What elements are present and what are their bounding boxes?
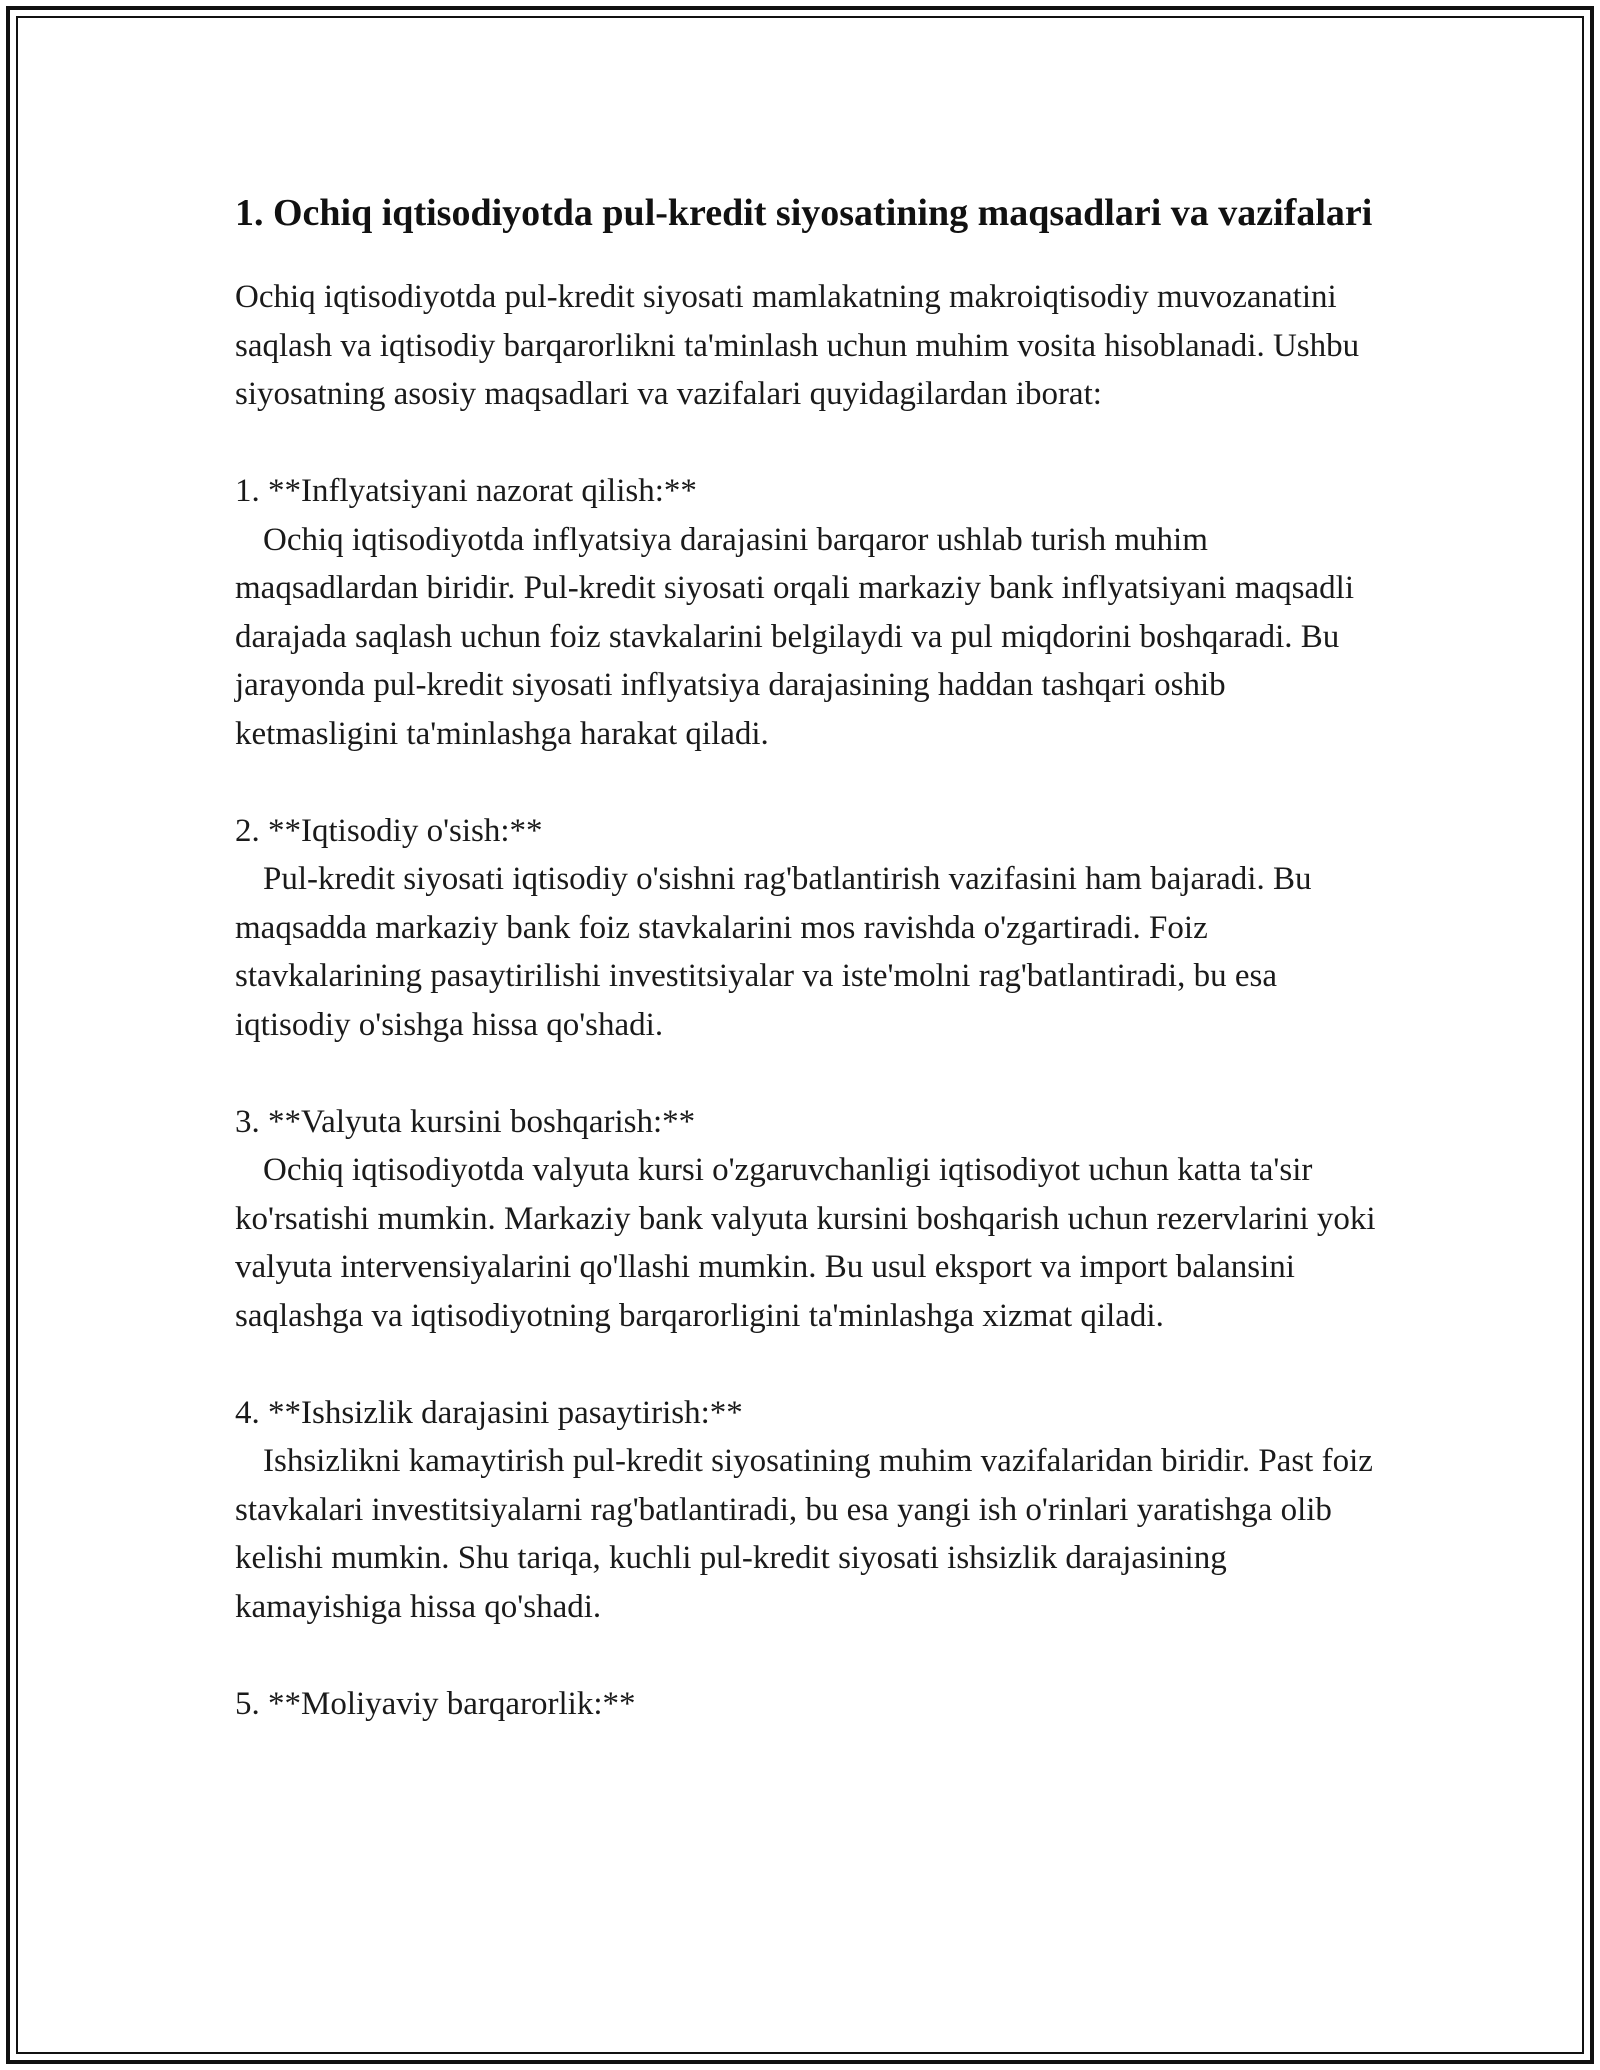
list-item-body: Pul-kredit siyosati iqtisodiy o'sishni rag'batlantirish vazifasini ham bajaradi. Bu maqsadda markaziy bank foiz stavkalarini mos ravishda o'zgartiradi. Foiz stavkalarining pasaytirilishi investitsiyalar va iste'molni rag'batlantiradi, bu esa iqtisodiy o'sishga hissa qo'shadi. (235, 861, 1320, 1043)
list-item-heading: 4. **Ishsizlik darajasini pasaytirish:** (235, 1394, 743, 1431)
list-item (235, 1389, 1385, 1632)
list-item (235, 467, 1385, 758)
list-item-heading: 5. **Moliyaviy barqarorlik:** (235, 1685, 636, 1722)
paragraph-spacer (235, 1340, 1385, 1389)
intro-paragraph: Ochiq iqtisodiyotda pul-kredit siyosati mamlakatning makroiqtisodiy muvozanatini saqlash va iqtisodiy barqarorlikni ta'minlash uchun muhim vosita hisoblanadi. Ushbu siyosatning asosiy maqsadlari va vazifalari quyidagilardan iborat: (235, 279, 1368, 412)
list-item (235, 1680, 1385, 1729)
paragraph-spacer (235, 1049, 1385, 1098)
document-title: 1. Ochiq iqtisodiyotda pul-kredit siyosatining maqsadlari va vazifalari (235, 192, 1373, 234)
list-item-body: Ochiq iqtisodiyotda inflyatsiya darajasini barqaror ushlab turish muhim maqsadlardan biridir. Pul-kredit siyosati orqali markaziy bank inflyatsiyani maqsadli darajada saqlash uchun foiz stavkalarini belgilaydi va pul miqdorini boshqaradi. Bu jarayonda pul-kredit siyosati inflyatsiya darajasining haddan tashqari oshib ketmasligini ta'minlashga harakat qiladi. (235, 521, 1363, 752)
paragraph-spacer (235, 758, 1385, 807)
list-item-heading: 2. **Iqtisodiy o'sish:** (235, 812, 543, 849)
list-item (235, 807, 1385, 1050)
list-item-heading: 3. **Valyuta kursini boshqarish:** (235, 1103, 696, 1140)
list-item (235, 1098, 1385, 1341)
paragraph-spacer (235, 419, 1385, 468)
list-item-body: Ishsizlikni kamaytirish pul-kredit siyosatining muhim vazifalaridan biridir. Past foiz stavkalari investitsiyalarni rag'batlantiradi, bu esa yangi ish o'rinlari yaratishga olib kelishi mumkin. Shu tariqa, kuchli pul-kredit siyosati ishsizlik darajasining kamayishiga hissa qo'shadi. (235, 1443, 1382, 1625)
list-item-heading: 1. **Inflyatsiyani nazorat qilish:** (235, 473, 697, 509)
paragraph-spacer (235, 1631, 1385, 1680)
list-item-body: Ochiq iqtisodiyotda valyuta kursi o'zgaruvchanligi iqtisodiyot uchun katta ta'sir ko'rsatishi mumkin. Markaziy bank valyuta kursini boshqarish uchun rezervlarini yoki valyuta intervensiyalarini qo'llashi mumkin. Bu usul eksport va import balansini saqlashga va iqtisodiyotning barqarorligini ta'minlashga xizmat qiladi. (235, 1152, 1384, 1334)
document-body (235, 186, 1385, 1728)
